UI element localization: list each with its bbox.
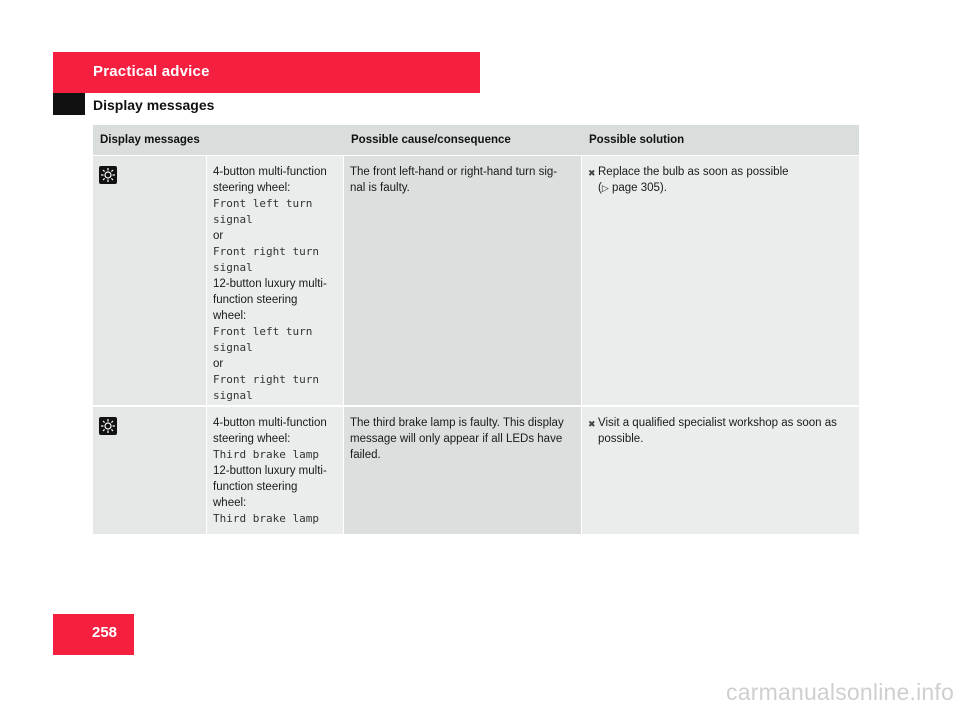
table-header — [93, 125, 859, 156]
cause-line: message will only appear if all LEDs have — [350, 433, 563, 445]
icon-cell — [93, 156, 207, 405]
message-line: wheel: — [213, 310, 247, 322]
page-ref-text: page 305). — [608, 182, 667, 194]
column-header-display-messages: Display messages — [100, 134, 200, 146]
section-title: Practical advice — [93, 63, 210, 80]
cause-line: failed. — [350, 449, 381, 461]
column-header-cause: Possible cause/consequence — [351, 134, 511, 146]
subsection-title: Display messages — [93, 97, 215, 113]
message-line-display-text: Front left turn — [213, 197, 313, 210]
cause-cell — [344, 156, 582, 405]
message-line-display-text: Front right turn — [213, 245, 319, 258]
solution-cell — [582, 156, 859, 405]
cause-line: nal is faulty. — [350, 182, 410, 194]
watermark: carmanualsonline.info — [726, 679, 954, 705]
cause-line: The third brake lamp is faulty. This display — [350, 417, 564, 429]
message-line: steering wheel: — [213, 433, 291, 445]
cause-line: The front left-hand or right-hand turn sig- — [350, 166, 558, 178]
message-cell — [207, 156, 344, 405]
message-line-display-text: Front left turn — [213, 325, 313, 338]
message-cell — [207, 407, 344, 534]
message-line: or — [213, 358, 224, 370]
message-line: wheel: — [213, 497, 247, 509]
page-number: 258 — [92, 624, 118, 641]
cause-cell — [344, 407, 582, 534]
message-line-display-text: Front right turn — [213, 373, 319, 386]
message-line-display-text: signal — [213, 261, 253, 274]
message-line: 12-button luxury multi- — [213, 465, 327, 477]
message-line: function steering — [213, 481, 298, 493]
turn-signal-bulb-icon — [99, 166, 117, 184]
table-row — [93, 405, 859, 534]
message-line-display-text: signal — [213, 389, 253, 402]
black-tab-marker — [53, 93, 85, 115]
table-row — [93, 156, 859, 405]
solution-line: Visit a qualified specialist workshop as soon as — [598, 417, 837, 429]
message-line: 4-button multi-function — [213, 166, 327, 178]
column-header-solution: Possible solution — [589, 134, 685, 146]
display-messages-table — [93, 125, 859, 534]
message-line: or — [213, 230, 224, 242]
message-line: function steering — [213, 294, 298, 306]
solution-cell — [582, 407, 859, 534]
message-line: 4-button multi-function — [213, 417, 327, 429]
bullet-arrow-icon: ✖ — [588, 168, 596, 178]
section-header-band — [53, 52, 480, 93]
message-line-display-text: Third brake lamp — [213, 448, 319, 461]
page-ref-arrow-icon: ▷ — [601, 183, 609, 193]
page-number-band — [53, 614, 134, 655]
message-line: steering wheel: — [213, 182, 291, 194]
page-reference[interactable] — [598, 180, 789, 196]
page-ref-open: ( — [598, 182, 602, 194]
bullet-arrow-icon: ✖ — [588, 419, 596, 429]
brake-lamp-bulb-icon — [99, 417, 117, 435]
message-line-display-text: signal — [213, 213, 253, 226]
solution-line: possible. — [598, 433, 644, 445]
message-line: 12-button luxury multi- — [213, 278, 327, 290]
solution-line: Replace the bulb as soon as possible — [598, 166, 789, 178]
message-line-display-text: signal — [213, 341, 253, 354]
message-line-display-text: Third brake lamp — [213, 512, 319, 525]
icon-cell — [93, 407, 207, 534]
